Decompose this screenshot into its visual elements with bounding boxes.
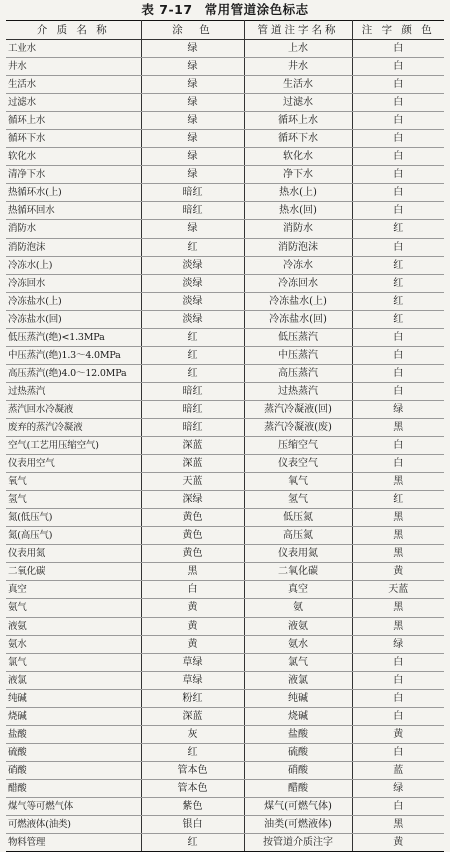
table-row — [6, 509, 444, 527]
label-color-cell: 白 — [352, 166, 444, 184]
paint-color-cell: 黄色 — [141, 545, 244, 563]
table-number: 表 7-17 — [141, 2, 193, 17]
paint-color-cell: 黄色 — [141, 509, 244, 527]
label-name-cell: 井水 — [244, 58, 352, 76]
label-name-cell: 过滤水 — [244, 94, 352, 112]
label-name-cell: 高压氮 — [244, 527, 352, 545]
medium-name-cell: 空气(工艺用压缩空气) — [6, 437, 141, 455]
paint-color-cell: 绿 — [141, 166, 244, 184]
label-name-cell: 仪表用氮 — [244, 545, 352, 563]
medium-name-cell: 盐酸 — [6, 725, 141, 743]
label-color-cell: 蓝 — [352, 761, 444, 779]
label-name-cell: 低压蒸汽 — [244, 328, 352, 346]
paint-color-cell: 红 — [141, 743, 244, 761]
label-name-cell: 液氨 — [244, 617, 352, 635]
label-color-cell: 黑 — [352, 473, 444, 491]
label-color-cell: 白 — [352, 112, 444, 130]
label-color-cell: 白 — [352, 184, 444, 202]
medium-name-cell: 清净下水 — [6, 166, 141, 184]
label-color-cell: 黑 — [352, 545, 444, 563]
medium-name-cell: 氯气 — [6, 653, 141, 671]
paint-color-cell: 深绿 — [141, 491, 244, 509]
label-color-cell: 黑 — [352, 418, 444, 436]
label-name-cell: 高压蒸汽 — [244, 364, 352, 382]
table-row — [6, 220, 444, 238]
medium-name-cell: 冷冻水(上) — [6, 256, 141, 274]
label-color-cell: 黑 — [352, 599, 444, 617]
paint-color-cell: 绿 — [141, 58, 244, 76]
table-caption: 常用管道涂色标志 — [204, 2, 309, 17]
label-name-cell: 仪表空气 — [244, 455, 352, 473]
medium-name-cell: 中压蒸汽(绝)1.3～4.0MPa — [6, 346, 141, 364]
label-color-cell: 黑 — [352, 509, 444, 527]
label-name-cell: 消防泡沫 — [244, 238, 352, 256]
table-row — [6, 364, 444, 382]
table-row — [6, 671, 444, 689]
label-name-cell: 冷冻盐水(上) — [244, 292, 352, 310]
header-label-color: 注 字 颜 色 — [352, 21, 444, 40]
medium-name-cell: 氨水 — [6, 635, 141, 653]
label-name-cell: 氯气 — [244, 653, 352, 671]
medium-name-cell: 循环上水 — [6, 112, 141, 130]
table-row — [6, 382, 444, 400]
label-color-cell: 白 — [352, 382, 444, 400]
label-name-cell: 蒸汽冷凝液(废) — [244, 418, 352, 436]
table-row — [6, 328, 444, 346]
medium-name-cell: 冷冻盐水(回) — [6, 310, 141, 328]
medium-name-cell: 消防泡沫 — [6, 238, 141, 256]
label-color-cell: 白 — [352, 238, 444, 256]
medium-name-cell: 蒸汽回水冷凝液 — [6, 400, 141, 418]
label-color-cell: 黑 — [352, 527, 444, 545]
table-row — [6, 130, 444, 148]
medium-name-cell: 纯碱 — [6, 689, 141, 707]
paint-color-cell: 银白 — [141, 816, 244, 834]
table-row — [6, 816, 444, 834]
label-name-cell: 循环上水 — [244, 112, 352, 130]
paint-color-cell: 淡绿 — [141, 310, 244, 328]
table-row — [6, 166, 444, 184]
medium-name-cell: 烧碱 — [6, 707, 141, 725]
medium-name-cell: 过热蒸汽 — [6, 382, 141, 400]
paint-color-cell: 红 — [141, 346, 244, 364]
table-row — [6, 689, 444, 707]
table-row — [6, 473, 444, 491]
medium-name-cell: 热循环回水 — [6, 202, 141, 220]
paint-color-cell: 暗红 — [141, 184, 244, 202]
label-name-cell: 软化水 — [244, 148, 352, 166]
paint-color-cell: 红 — [141, 364, 244, 382]
table-row — [6, 58, 444, 76]
medium-name-cell: 硫酸 — [6, 743, 141, 761]
label-color-cell: 白 — [352, 797, 444, 815]
table-body — [6, 40, 444, 852]
paint-color-cell: 淡绿 — [141, 292, 244, 310]
label-color-cell: 绿 — [352, 400, 444, 418]
paint-color-cell: 暗红 — [141, 382, 244, 400]
medium-name-cell: 高压蒸汽(绝)4.0～12.0MPa — [6, 364, 141, 382]
medium-name-cell: 氢气 — [6, 491, 141, 509]
paint-color-cell: 绿 — [141, 76, 244, 94]
label-color-cell: 天蓝 — [352, 581, 444, 599]
label-name-cell: 氢气 — [244, 491, 352, 509]
medium-name-cell: 液氨 — [6, 617, 141, 635]
label-color-cell: 黄 — [352, 834, 444, 852]
label-color-cell: 白 — [352, 346, 444, 364]
label-name-cell: 热水(回) — [244, 202, 352, 220]
paint-color-cell: 深蓝 — [141, 707, 244, 725]
medium-name-cell: 消防水 — [6, 220, 141, 238]
paint-color-cell: 深蓝 — [141, 455, 244, 473]
medium-name-cell: 冷冻盐水(上) — [6, 292, 141, 310]
table-row — [6, 455, 444, 473]
table-row — [6, 779, 444, 797]
label-name-cell: 氨 — [244, 599, 352, 617]
header-row — [6, 21, 444, 40]
label-name-cell: 冷冻盐水(回) — [244, 310, 352, 328]
medium-name-cell: 二氧化碳 — [6, 563, 141, 581]
label-name-cell: 油类(可燃液体) — [244, 816, 352, 834]
table-row — [6, 256, 444, 274]
label-color-cell: 白 — [352, 707, 444, 725]
label-color-cell: 黄 — [352, 563, 444, 581]
label-color-cell: 白 — [352, 94, 444, 112]
label-name-cell: 压缩空气 — [244, 437, 352, 455]
medium-name-cell: 仪表用空气 — [6, 455, 141, 473]
paint-color-cell: 绿 — [141, 220, 244, 238]
label-name-cell: 中压蒸汽 — [244, 346, 352, 364]
medium-name-cell: 软化水 — [6, 148, 141, 166]
paint-color-cell: 黄 — [141, 617, 244, 635]
table-row — [6, 76, 444, 94]
medium-name-cell: 低压蒸汽(绝)<1.3MPa — [6, 328, 141, 346]
label-name-cell: 硫酸 — [244, 743, 352, 761]
label-name-cell: 冷冻水 — [244, 256, 352, 274]
paint-color-cell: 暗红 — [141, 202, 244, 220]
table-row — [6, 581, 444, 599]
paint-color-cell: 草绿 — [141, 671, 244, 689]
medium-name-cell: 硝酸 — [6, 761, 141, 779]
label-color-cell: 红 — [352, 256, 444, 274]
table-row — [6, 310, 444, 328]
paint-color-cell: 黄 — [141, 599, 244, 617]
label-name-cell: 烧碱 — [244, 707, 352, 725]
medium-name-cell: 循环下水 — [6, 130, 141, 148]
label-name-cell: 低压氮 — [244, 509, 352, 527]
table-row — [6, 834, 444, 852]
paint-color-cell: 绿 — [141, 40, 244, 58]
table-row — [6, 653, 444, 671]
label-color-cell: 白 — [352, 328, 444, 346]
header-paint-color: 涂 色 — [141, 21, 244, 40]
paint-color-cell: 白 — [141, 581, 244, 599]
medium-name-cell: 氮(高压气) — [6, 527, 141, 545]
paint-color-cell: 绿 — [141, 130, 244, 148]
medium-name-cell: 生活水 — [6, 76, 141, 94]
paint-color-cell: 黑 — [141, 563, 244, 581]
label-color-cell: 白 — [352, 364, 444, 382]
label-color-cell: 绿 — [352, 779, 444, 797]
table-row — [6, 418, 444, 436]
paint-color-cell: 天蓝 — [141, 473, 244, 491]
label-name-cell: 液氯 — [244, 671, 352, 689]
table-row — [6, 202, 444, 220]
paint-color-cell: 深蓝 — [141, 437, 244, 455]
table-row — [6, 725, 444, 743]
label-color-cell: 白 — [352, 689, 444, 707]
paint-color-cell: 暗红 — [141, 418, 244, 436]
medium-name-cell: 可燃液体(油类) — [6, 816, 141, 834]
label-name-cell: 热水(上) — [244, 184, 352, 202]
table-row — [6, 761, 444, 779]
label-color-cell: 绿 — [352, 635, 444, 653]
medium-name-cell: 冷冻回水 — [6, 274, 141, 292]
table-row — [6, 292, 444, 310]
label-name-cell: 生活水 — [244, 76, 352, 94]
label-name-cell: 冷冻回水 — [244, 274, 352, 292]
label-color-cell: 白 — [352, 40, 444, 58]
paint-color-cell: 暗红 — [141, 400, 244, 418]
label-name-cell: 循环下水 — [244, 130, 352, 148]
table-row — [6, 94, 444, 112]
label-color-cell: 红 — [352, 220, 444, 238]
label-color-cell: 白 — [352, 653, 444, 671]
label-color-cell: 红 — [352, 274, 444, 292]
paint-color-cell: 绿 — [141, 112, 244, 130]
label-name-cell: 净下水 — [244, 166, 352, 184]
table-row — [6, 563, 444, 581]
table-row — [6, 545, 444, 563]
table-row — [6, 797, 444, 815]
label-name-cell: 盐酸 — [244, 725, 352, 743]
paint-color-cell: 管本色 — [141, 761, 244, 779]
label-name-cell: 上水 — [244, 40, 352, 58]
label-color-cell: 黄 — [352, 725, 444, 743]
label-color-cell: 红 — [352, 491, 444, 509]
label-name-cell: 消防水 — [244, 220, 352, 238]
label-color-cell: 红 — [352, 310, 444, 328]
medium-name-cell: 真空 — [6, 581, 141, 599]
label-color-cell: 白 — [352, 671, 444, 689]
medium-name-cell: 液氯 — [6, 671, 141, 689]
table-row — [6, 437, 444, 455]
paint-color-cell: 灰 — [141, 725, 244, 743]
paint-color-cell: 黄 — [141, 635, 244, 653]
medium-name-cell: 热循环水(上) — [6, 184, 141, 202]
label-name-cell: 醋酸 — [244, 779, 352, 797]
label-name-cell: 硝酸 — [244, 761, 352, 779]
paint-color-cell: 管本色 — [141, 779, 244, 797]
header-label-name: 管道注字名称 — [244, 21, 352, 40]
table-row — [6, 400, 444, 418]
table-row — [6, 491, 444, 509]
medium-name-cell: 氨气 — [6, 599, 141, 617]
label-name-cell: 过热蒸汽 — [244, 382, 352, 400]
paint-color-cell: 草绿 — [141, 653, 244, 671]
table-row — [6, 184, 444, 202]
medium-name-cell: 醋酸 — [6, 779, 141, 797]
medium-name-cell: 物料管理 — [6, 834, 141, 852]
header-medium-name: 介 质 名 称 — [6, 21, 141, 40]
label-color-cell: 白 — [352, 202, 444, 220]
paint-color-cell: 红 — [141, 834, 244, 852]
paint-color-cell: 黄色 — [141, 527, 244, 545]
label-color-cell: 黑 — [352, 816, 444, 834]
label-color-cell: 白 — [352, 437, 444, 455]
paint-color-cell: 粉红 — [141, 689, 244, 707]
label-name-cell: 二氧化碳 — [244, 563, 352, 581]
paint-color-cell: 绿 — [141, 94, 244, 112]
paint-color-cell: 红 — [141, 238, 244, 256]
pipe-color-table — [6, 20, 444, 852]
paint-color-cell: 紫色 — [141, 797, 244, 815]
label-name-cell: 煤气(可燃气体) — [244, 797, 352, 815]
label-color-cell: 白 — [352, 76, 444, 94]
table-row — [6, 238, 444, 256]
label-color-cell: 白 — [352, 148, 444, 166]
label-color-cell: 白 — [352, 455, 444, 473]
table-row — [6, 707, 444, 725]
table-row — [6, 112, 444, 130]
label-name-cell: 氧气 — [244, 473, 352, 491]
paint-color-cell: 绿 — [141, 148, 244, 166]
label-color-cell: 白 — [352, 58, 444, 76]
medium-name-cell: 过滤水 — [6, 94, 141, 112]
table-row — [6, 743, 444, 761]
label-name-cell: 纯碱 — [244, 689, 352, 707]
label-color-cell: 白 — [352, 130, 444, 148]
paint-color-cell: 红 — [141, 328, 244, 346]
label-name-cell: 按管道介质注字 — [244, 834, 352, 852]
medium-name-cell: 工业水 — [6, 40, 141, 58]
table-row — [6, 40, 444, 58]
table-row — [6, 148, 444, 166]
label-color-cell: 黑 — [352, 617, 444, 635]
medium-name-cell: 井水 — [6, 58, 141, 76]
label-name-cell: 氨水 — [244, 635, 352, 653]
paint-color-cell: 淡绿 — [141, 256, 244, 274]
label-color-cell: 红 — [352, 292, 444, 310]
paint-color-cell: 淡绿 — [141, 274, 244, 292]
table-row — [6, 527, 444, 545]
table-row — [6, 635, 444, 653]
medium-name-cell: 废弃的蒸汽冷凝液 — [6, 418, 141, 436]
table-title — [6, 0, 444, 19]
medium-name-cell: 氧气 — [6, 473, 141, 491]
table-row — [6, 274, 444, 292]
medium-name-cell: 煤气等可燃气体 — [6, 797, 141, 815]
label-color-cell: 白 — [352, 743, 444, 761]
label-name-cell: 真空 — [244, 581, 352, 599]
table-row — [6, 346, 444, 364]
label-name-cell: 蒸汽冷凝液(回) — [244, 400, 352, 418]
medium-name-cell: 氮(低压气) — [6, 509, 141, 527]
table-row — [6, 599, 444, 617]
medium-name-cell: 仪表用氮 — [6, 545, 141, 563]
table-row — [6, 617, 444, 635]
